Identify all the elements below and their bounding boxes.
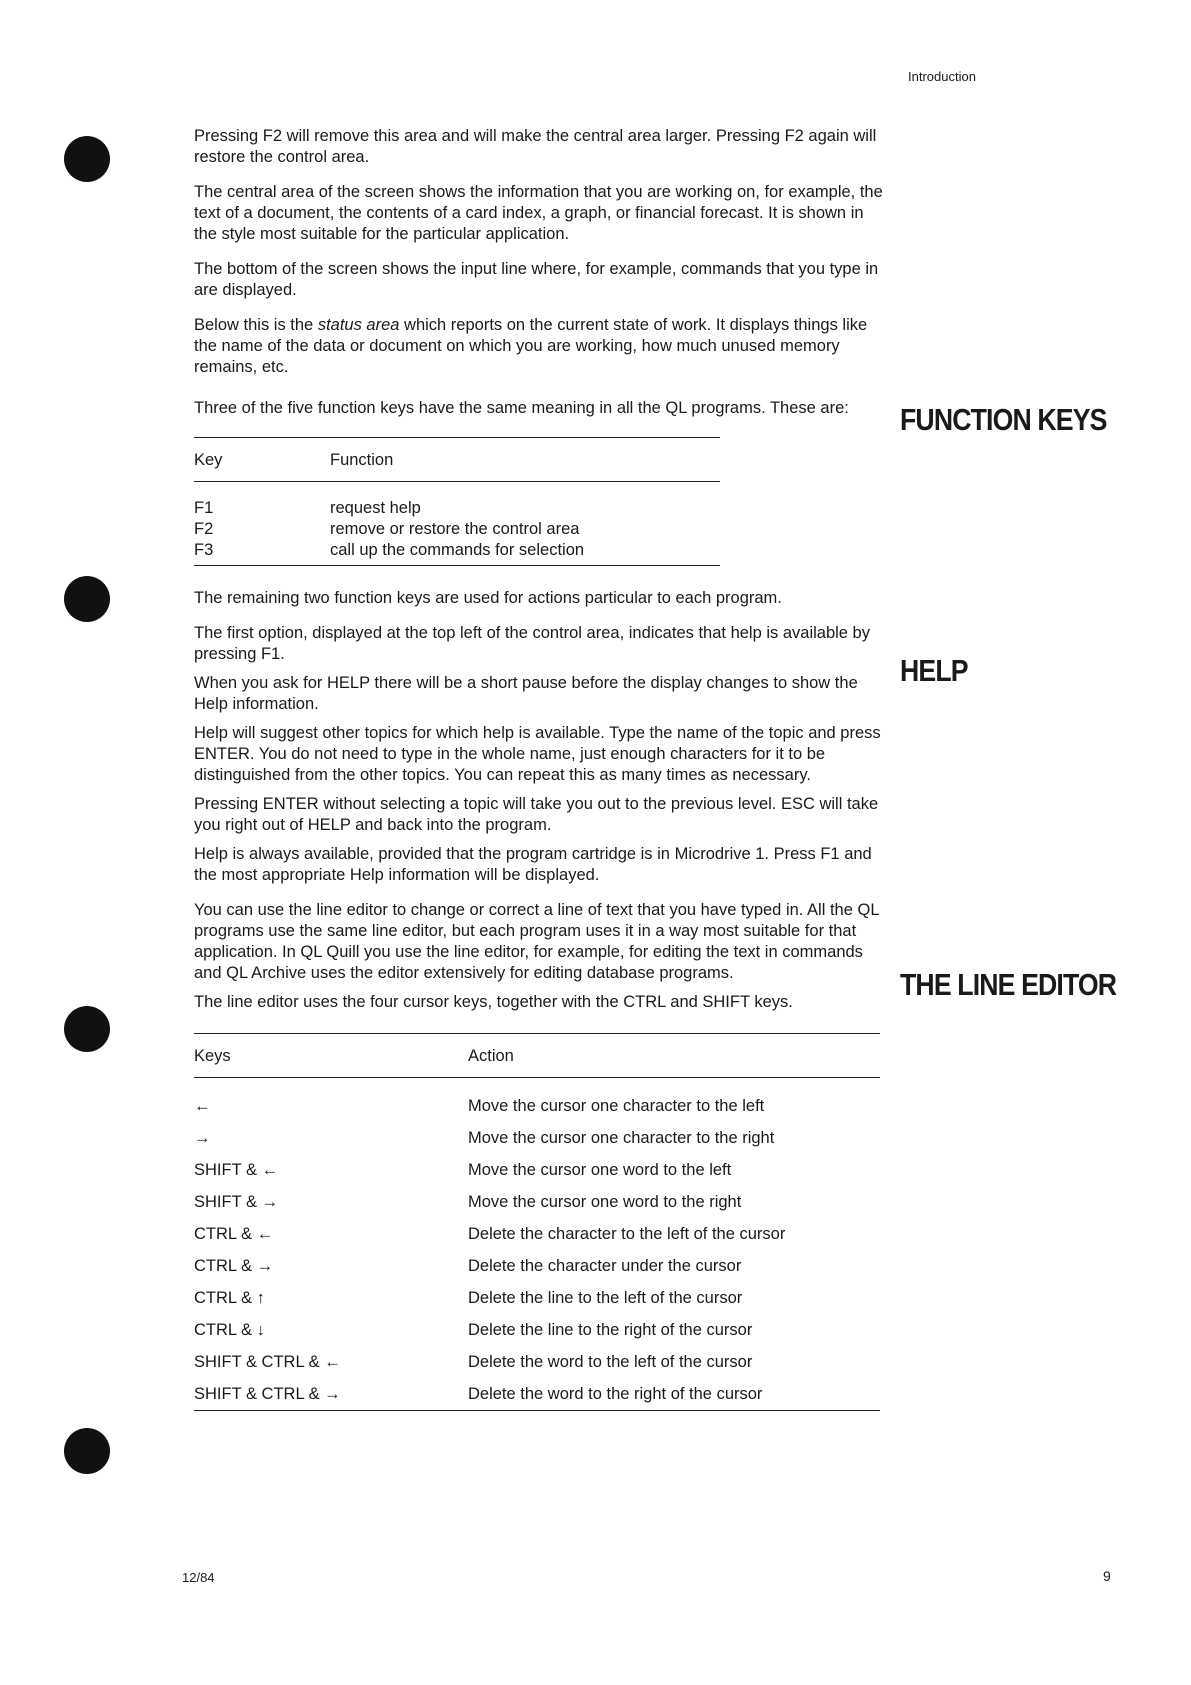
table-row: F1 request help bbox=[194, 499, 421, 517]
binder-hole-1 bbox=[64, 136, 110, 182]
paragraph: Pressing F2 will remove this area and will make the central area larger. Pressing F2 again will restore the control area. bbox=[194, 127, 877, 166]
paragraph: The first option, displayed at the top left of the control area, indicates that help is available by pressing F1. bbox=[194, 624, 870, 663]
table-header-function: Function bbox=[330, 438, 720, 482]
heading-help: HELP bbox=[900, 653, 968, 688]
paragraph: You can use the line editor to change or correct a line of text that you have typed in. All the QL programs use the same line editor, but each program uses it in a way most suitable for that application. In QL Quill you use the line editor, for example, for editing the text in commands and QL Archive uses the editor extensively for editing database programs. bbox=[194, 901, 879, 982]
table-row: SHIFT & CTRL & ← Delete the word to the left of the cursor bbox=[194, 1352, 753, 1371]
binder-hole-3 bbox=[64, 1006, 110, 1052]
table-row: → Move the cursor one character to the right bbox=[194, 1128, 775, 1147]
heading-line-editor: THE LINE EDITOR bbox=[900, 967, 1117, 1002]
function-keys-table bbox=[194, 437, 720, 566]
heading-function-keys: FUNCTION KEYS bbox=[900, 402, 1107, 437]
paragraph: Pressing ENTER without selecting a topic will take you out to the previous level. ESC will take you right out of HELP and back into the program. bbox=[194, 795, 879, 834]
paragraph: Three of the five function keys have the same meaning in all the QL programs. These are: bbox=[194, 399, 849, 417]
binder-hole-4 bbox=[64, 1428, 110, 1474]
table-row: CTRL & ↓ Delete the line to the right of the cursor bbox=[194, 1320, 753, 1339]
paragraph: The bottom of the screen shows the input line where, for example, commands that you type in are displayed. bbox=[194, 260, 879, 299]
table-header-action: Action bbox=[468, 1034, 880, 1078]
table-header-key: Key bbox=[194, 438, 330, 482]
table-row: ← Move the cursor one character to the left bbox=[194, 1096, 765, 1115]
table-row: CTRL & ↑ Delete the line to the left of the cursor bbox=[194, 1288, 743, 1307]
paragraph-status-area: Below this is the status area which reports on the current state of work. It displays things like the name of the data or document on which you are working, how much unused memory remains, etc. bbox=[194, 316, 868, 376]
running-header: Introduction bbox=[908, 69, 976, 84]
line-editor-keys-table bbox=[194, 1033, 880, 1411]
table-row: SHIFT & ← Move the cursor one word to the left bbox=[194, 1160, 732, 1179]
main-text-column bbox=[194, 126, 884, 1411]
status-area-term: status area bbox=[317, 316, 400, 334]
table-row: CTRL & → Delete the character under the cursor bbox=[194, 1256, 742, 1275]
paragraph: Help is always available, provided that the program cartridge is in Microdrive 1. Press F1 and the most appropriate Help information will be displayed. bbox=[194, 845, 872, 884]
paragraph: The remaining two function keys are used for actions particular to each program. bbox=[194, 589, 782, 607]
paragraph: The line editor uses the four cursor keys, together with the CTRL and SHIFT keys. bbox=[194, 993, 793, 1011]
footer-date: 12/84 bbox=[182, 1570, 215, 1585]
table-row: SHIFT & CTRL & → Delete the word to the right of the cursor bbox=[194, 1384, 763, 1403]
paragraph: Help will suggest other topics for which help is available. Type the name of the topic and press ENTER. You do not need to type in the whole name, just enough characters for it to be distinguished from the other topics. You can repeat this as many times as necessary. bbox=[194, 724, 881, 784]
table-row: F2 remove or restore the control area bbox=[194, 520, 580, 538]
table-row: CTRL & ← Delete the character to the left of the cursor bbox=[194, 1224, 786, 1243]
table-row: F3 call up the commands for selection bbox=[194, 541, 585, 559]
table-header-keys: Keys bbox=[194, 1034, 468, 1078]
table-row: SHIFT & → Move the cursor one word to the right bbox=[194, 1192, 742, 1211]
paragraph: When you ask for HELP there will be a short pause before the display changes to show the Help information. bbox=[194, 674, 858, 713]
binder-hole-2 bbox=[64, 576, 110, 622]
page-number: 9 bbox=[1103, 1568, 1111, 1584]
paragraph: The central area of the screen shows the information that you are working on, for example, the text of a document, the contents of a card index, a graph, or financial forecast. It is shown in the style most suitable for the particular application. bbox=[194, 183, 883, 243]
